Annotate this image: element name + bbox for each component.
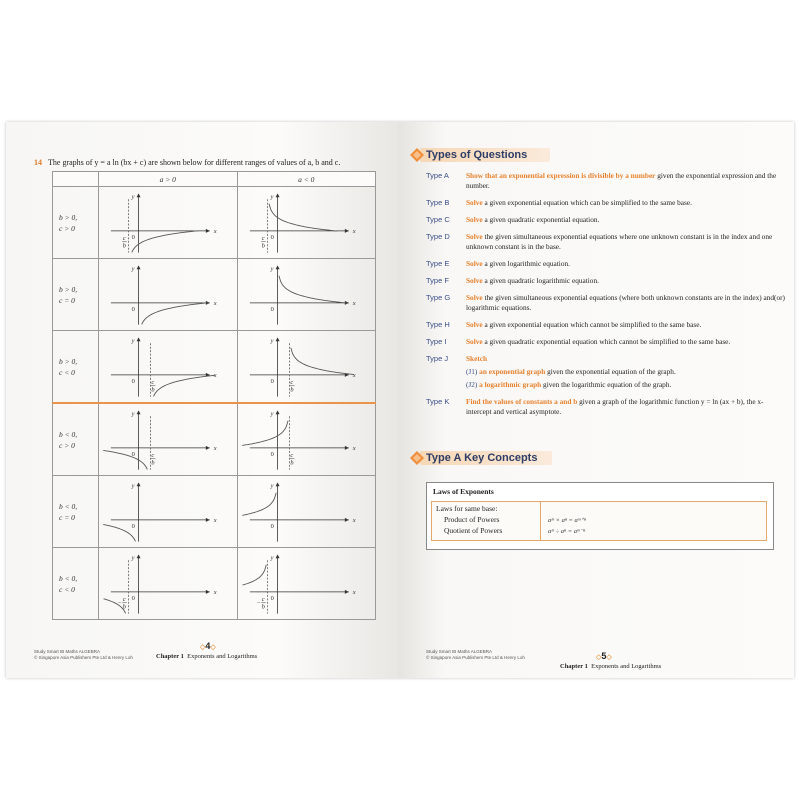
left-chapter-line: Chapter 1 Exponents and Logarithms <box>156 653 258 660</box>
x-axis-label: x <box>352 227 356 235</box>
graph-cell <box>99 476 238 548</box>
question-number: 14 <box>34 158 42 167</box>
origin-label: 0 <box>131 594 135 602</box>
graph-cell <box>99 259 238 331</box>
x-axis-label: x <box>352 444 356 452</box>
x-axis-label: x <box>213 516 217 524</box>
y-axis-label: y <box>131 193 135 201</box>
log-curve <box>290 348 353 375</box>
log-graph <box>238 476 376 547</box>
laws-of-exponents-box <box>426 482 774 550</box>
law-formula: aᵐ ÷ aⁿ = aᵐ⁻ⁿ <box>548 528 586 535</box>
graph-cell <box>237 187 376 259</box>
right-page-number: ◇5◇ <box>596 651 612 661</box>
graph-cell <box>237 259 376 331</box>
log-graph <box>238 548 376 619</box>
type-item: Type I Solve a given quadratic exponential equation which cannot be simplified to the same base. <box>426 337 731 346</box>
x-axis-arrow <box>344 518 348 522</box>
y-axis-label: y <box>270 337 273 345</box>
y-axis-label: y <box>270 410 273 418</box>
laws-subtitle: Laws for same base: <box>436 504 498 513</box>
y-axis-label: y <box>131 554 135 562</box>
x-axis-label: x <box>352 516 356 524</box>
y-axis-label: y <box>131 337 135 345</box>
x-axis-arrow <box>206 229 210 233</box>
origin-label: 0 <box>270 522 274 530</box>
key-concepts-heading: Type A Key Concepts <box>410 449 560 467</box>
x-axis-arrow <box>344 229 348 233</box>
type-item: Type B Solve a given exponential equation which can be simplified to the same base. <box>426 198 692 207</box>
row-condition: b < 0, c = 0 <box>53 476 99 548</box>
origin-label: 0 <box>131 450 135 458</box>
intercept-numerator: c <box>122 595 126 603</box>
type-item-k: Type K Find the values of constants a and b given a graph of the logarithmic function y = ln (ax + b), the x-intercept and vertical asymptote. <box>426 397 764 416</box>
origin-label: 0 <box>131 522 135 530</box>
log-curve <box>242 421 288 446</box>
x-axis-label: x <box>213 227 217 235</box>
left-page-number: ◇4◇ <box>200 641 216 651</box>
log-graph <box>238 404 376 475</box>
graph-cell <box>99 331 238 404</box>
y-axis-arrow <box>275 410 279 414</box>
graph-cell <box>99 187 238 259</box>
type-item-j: Type J Sketch (J1) an exponential graph given the exponential equation of the graph. (J2) a logarithmic graph given the logarithmic equation of the graph. <box>426 354 676 389</box>
type-item: Type A Show that an exponential expression is divisible by a number given the exponential expression and the number. <box>426 171 777 190</box>
y-axis-arrow <box>137 337 141 341</box>
x-axis-arrow <box>344 590 348 594</box>
type-item: Type D Solve the given simultaneous exponential equations where one unknown constant is in the index and one unknown constant is in the base. <box>426 232 773 251</box>
log-curve <box>154 375 215 396</box>
log-curve <box>278 276 346 303</box>
origin-label: 0 <box>270 233 274 241</box>
intercept-minus: − <box>117 599 122 607</box>
header-blank <box>53 172 99 187</box>
row-condition: b < 0, c < 0 <box>53 548 99 620</box>
y-axis-arrow <box>275 193 279 197</box>
intercept-numerator: c <box>261 595 265 603</box>
log-graph <box>238 331 376 402</box>
log-curve <box>103 450 147 469</box>
intercept-minus: − <box>256 599 260 607</box>
x-axis-label: x <box>352 588 356 596</box>
type-item: Type G Solve the given simultaneous exponential equations (where both unknown constants are in the index) and(or) logarithmic equations. <box>426 293 785 312</box>
graph-cell <box>99 548 238 620</box>
type-item: Type C Solve a given quadratic exponential equation. <box>426 215 600 224</box>
graph-cell <box>237 548 376 620</box>
log-curve <box>103 524 135 541</box>
intercept-denominator: b <box>151 459 155 467</box>
law-formula: aᵐ × aⁿ = aᵐ⁺ⁿ <box>548 517 586 524</box>
y-axis-arrow <box>137 482 141 486</box>
y-axis-arrow <box>137 554 141 558</box>
x-axis-label: x <box>352 299 356 307</box>
types-of-questions-heading: Types of Questions <box>410 146 560 164</box>
log-curve <box>242 493 276 516</box>
intercept-denominator: b <box>122 242 126 250</box>
origin-label: 0 <box>270 450 274 458</box>
log-curve <box>142 303 208 325</box>
log-curve <box>269 204 337 231</box>
y-axis-label: y <box>131 410 135 418</box>
column-header: a < 0 <box>237 172 376 187</box>
intercept-numerator: c <box>289 451 293 459</box>
y-axis-label: y <box>131 482 135 490</box>
y-axis-label: y <box>270 482 273 490</box>
type-item: Type E Solve a given logarithmic equation. <box>426 259 570 268</box>
log-graph <box>99 548 237 619</box>
graph-cell <box>237 403 376 476</box>
y-axis-arrow <box>275 337 279 341</box>
x-axis-label: x <box>213 444 217 452</box>
type-item: Type H Solve a given exponential equation which cannot be simplified to the same base. <box>426 320 702 329</box>
x-axis-label: x <box>352 371 356 379</box>
x-axis-label: x <box>213 299 217 307</box>
intercept-denominator: b <box>151 386 155 394</box>
left-footer-source: Study Smart IB Maths ALGEBRA © Singapore Asia Publishers Pte Ltd & Henry Loh <box>34 649 133 660</box>
intercept-numerator: c <box>151 378 155 386</box>
row-condition: b > 0, c = 0 <box>53 259 99 331</box>
graph-table <box>52 171 376 620</box>
law-name: Quotient of Powers <box>444 526 503 535</box>
graph-cell <box>99 403 238 476</box>
x-axis-arrow <box>206 446 210 450</box>
intercept-denominator: b <box>261 603 265 611</box>
column-header: a > 0 <box>99 172 238 187</box>
row-condition: b < 0, c > 0 <box>53 403 99 476</box>
intercept-denominator: b <box>289 386 294 394</box>
y-axis-label: y <box>131 265 135 273</box>
intercept-denominator: b <box>261 242 265 250</box>
right-footer-source: Study Smart IB Maths ALGEBRA © Singapore Asia Publishers Pte Ltd & Henry Loh <box>426 649 525 660</box>
question-14 <box>34 158 340 167</box>
log-curve <box>242 565 266 585</box>
y-axis-arrow <box>275 265 279 269</box>
intercept-denominator: b <box>289 459 294 467</box>
y-axis-label: y <box>270 265 273 273</box>
laws-title: Laws of Exponents <box>433 487 494 496</box>
log-graph <box>238 187 376 258</box>
graph-cell <box>237 331 376 404</box>
row-condition: b > 0, c > 0 <box>53 187 99 259</box>
y-axis-label: y <box>270 193 273 201</box>
origin-label: 0 <box>270 594 274 602</box>
row-condition: b > 0, c < 0 <box>53 331 99 404</box>
intercept-numerator: c <box>261 234 265 242</box>
y-axis-arrow <box>275 482 279 486</box>
x-axis-label: x <box>213 588 217 596</box>
type-item: Type F Solve a given quadratic logarithmic equation. <box>426 276 599 285</box>
log-curve <box>132 231 198 253</box>
log-graph <box>99 331 237 402</box>
y-axis-arrow <box>137 410 141 414</box>
origin-label: 0 <box>131 377 135 385</box>
log-graph <box>238 259 376 330</box>
x-axis-arrow <box>206 518 210 522</box>
question-text: The graphs of y = a ln (bx + c) are shown below for different ranges of values of a, b and c. <box>48 158 341 167</box>
intercept-numerator: c <box>289 378 293 386</box>
y-axis-label: y <box>270 554 273 562</box>
y-axis-arrow <box>137 265 141 269</box>
x-axis-arrow <box>344 446 348 450</box>
origin-label: 0 <box>131 233 135 241</box>
y-axis-arrow <box>275 554 279 558</box>
intercept-denominator: b <box>122 603 126 611</box>
log-graph <box>99 404 237 475</box>
origin-label: 0 <box>270 305 274 313</box>
log-graph <box>99 259 237 330</box>
graph-cell <box>237 476 376 548</box>
question-types-list <box>426 171 786 424</box>
x-axis-arrow <box>206 590 210 594</box>
log-graph <box>99 476 237 547</box>
origin-label: 0 <box>131 305 135 313</box>
intercept-numerator: c <box>151 451 155 459</box>
intercept-numerator: c <box>122 234 126 242</box>
origin-label: 0 <box>270 377 274 385</box>
laws-inner-box <box>431 501 767 541</box>
log-graph <box>99 187 237 258</box>
law-name: Product of Powers <box>444 515 500 524</box>
x-axis-label: x <box>213 371 217 379</box>
y-axis-arrow <box>137 193 141 197</box>
right-chapter-line: Chapter 1 Exponents and Logarithms <box>560 663 662 670</box>
